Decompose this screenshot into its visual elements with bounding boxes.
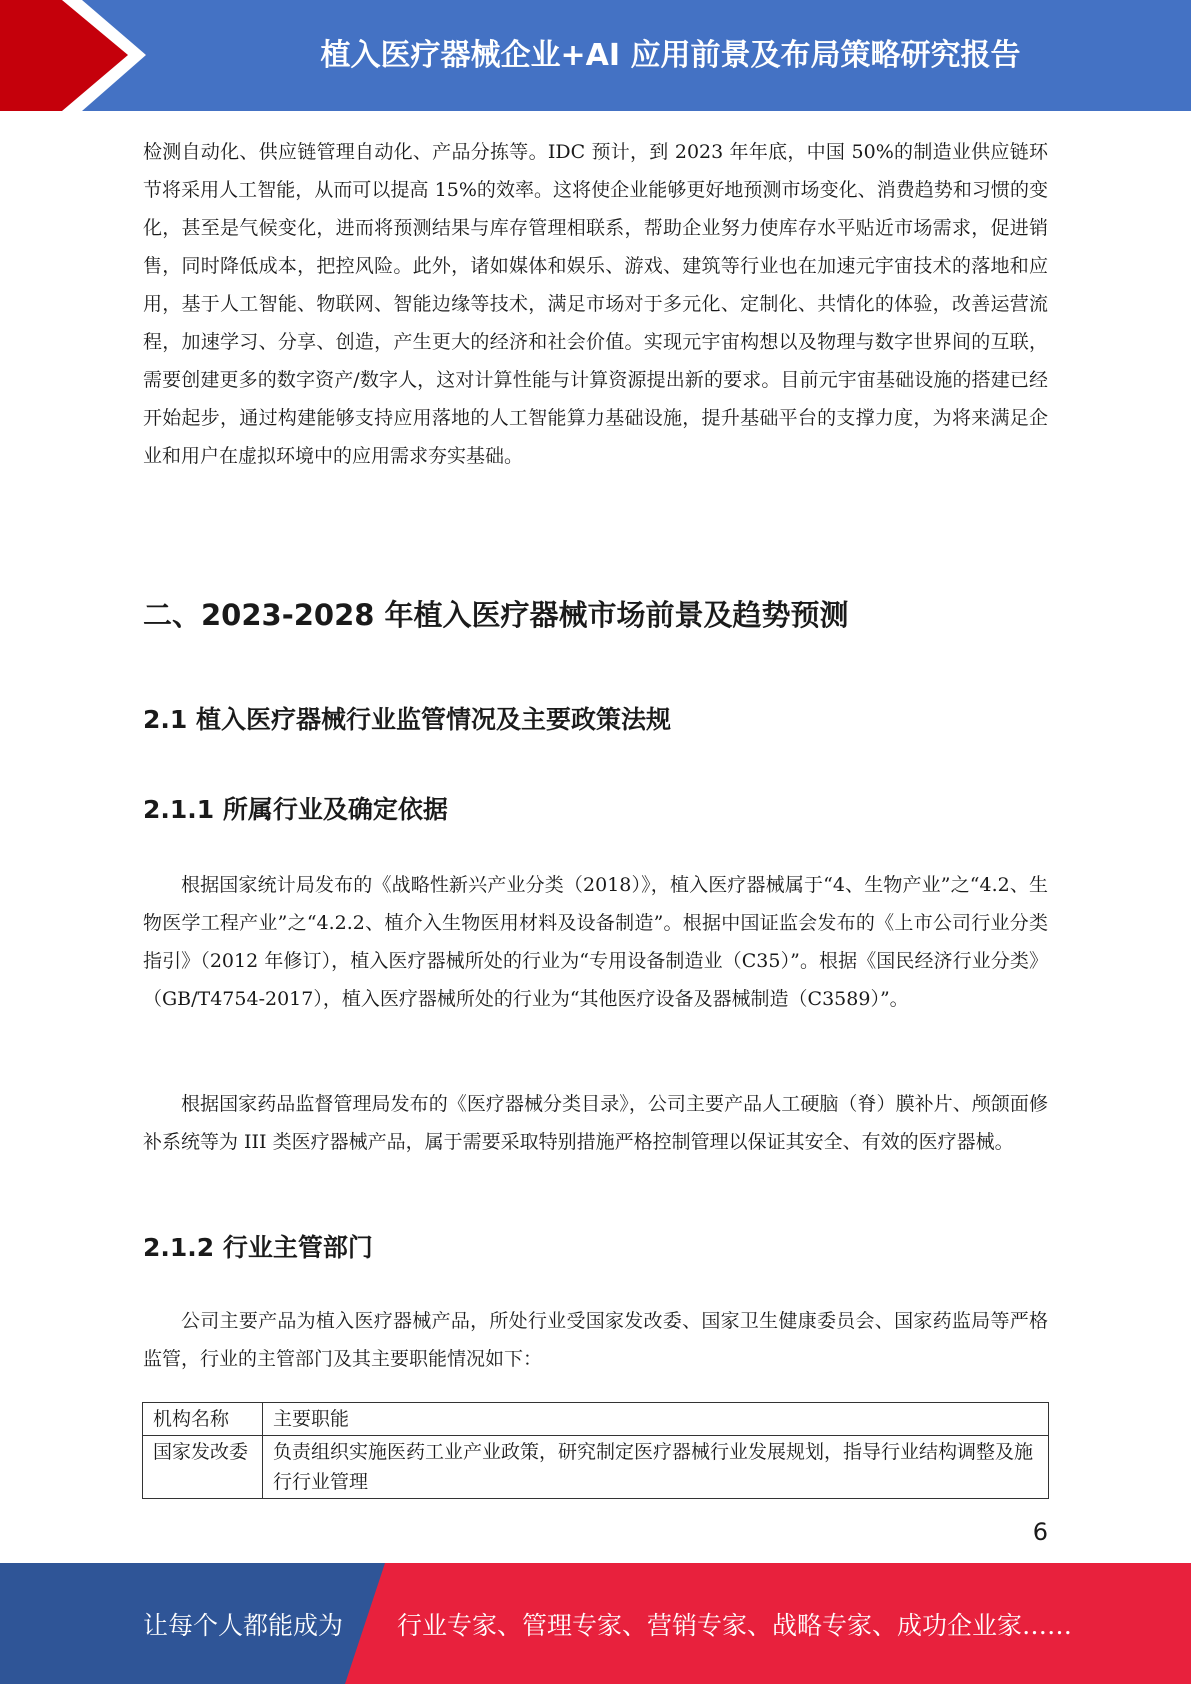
subsection-2-1-1-title: 2.1.1 所属行业及确定依据 <box>143 795 448 824</box>
section-2-1-1-body-2 <box>143 1085 1048 1161</box>
header-bar <box>0 0 1191 111</box>
table-cell-duties: 负责组织实施医药工业产业政策，研究制定医疗器械行业发展规划，指导行业结构调整及施行行业管理 <box>263 1436 1049 1499</box>
footer-slogan-right: 行业专家、管理专家、营销专家、战略专家、成功企业家…… <box>397 1610 1073 1640</box>
paragraph-industry-classification: 根据国家统计局发布的《战略性新兴产业分类（2018）》，植入医疗器械属于“4、生物产业”之“4.2、生物医学工程产业”之“4.2.2、植介入生物医用材料及设备制造”。根据中国证监会发布的《上市公司行业分类指引》（2012 年修订），植入医疗器械所处的行业为“专用设备制造业（C35）”。根据《国民经济行业分类》（GB/T4754-2017），植入医疗器械所处的行业为“其他医疗设备及器械制造（C3589）”。 <box>143 874 1048 1010</box>
footer-slogan-left: 让每个人都能成为 <box>143 1610 344 1640</box>
paragraph-device-category: 根据国家药品监督管理局发布的《医疗器械分类目录》，公司主要产品人工硬脑（脊）膜补片、颅颌面修补系统等为 III 类医疗器械产品，属于需要采取特别措施严格控制管理以保证其安全、有效的医疗器械。 <box>143 1093 1048 1153</box>
section-title: 二、2023-2028 年植入医疗器械市场前景及趋势预测 <box>143 598 849 632</box>
intro-block <box>143 133 1048 475</box>
table-header-row <box>143 1403 1049 1436</box>
subsection-2-1-2-title: 2.1.2 行业主管部门 <box>143 1233 373 1262</box>
page-number: 6 <box>1032 1518 1048 1546</box>
table-cell-agency: 国家发改委 <box>143 1436 263 1499</box>
intro-paragraph: 检测自动化、供应链管理自动化、产品分拣等。IDC 预计，到 2023 年年底，中国 50%的制造业供应链环节将采用人工智能，从而可以提高 15%的效率。这将使企业能够更好地预测市场变化、消费趋势和习惯的变化，甚至是气候变化，进而将预测结果与库存管理相联系，帮助企业努力使库存水平贴近市场需求，促进销售，同时降低成本，把控风险。此外，诸如媒体和娱乐、游戏、建筑等行业也在加速元宇宙技术的落地和应用，基于人工智能、物联网、智能边缘等技术，满足市场对于多元化、定制化、共情化的体验，改善运营流程，加速学习、分享、创造，产生更大的经济和社会价值。实现元宇宙构想以及物理与数字世界间的互联，需要创建更多的数字资产/数字人，这对计算性能与计算资源提出新的要求。目前元宇宙基础设施的搭建已经开始起步，通过构建能够支持应用落地的人工智能算力基础设施，提升基础平台的支撑力度，为将来满足企业和用户在虚拟环境中的应用需求夯实基础。 <box>143 141 1048 467</box>
table-header-cell: 机构名称 <box>143 1403 263 1436</box>
document-title: 植入医疗器械企业+AI 应用前景及布局策略研究报告 <box>320 38 1021 73</box>
table-row <box>143 1436 1049 1499</box>
table-header-cell: 主要职能 <box>263 1403 1049 1436</box>
header-red-arrow <box>0 0 146 111</box>
footer-bar <box>0 1563 1191 1684</box>
subsection-2-1-title: 2.1 植入医疗器械行业监管情况及主要政策法规 <box>143 705 671 734</box>
paragraph-regulators: 公司主要产品为植入医疗器械产品，所处行业受国家发改委、国家卫生健康委员会、国家药监局等严格监管，行业的主管部门及其主要职能情况如下： <box>143 1310 1048 1370</box>
section-2-1-1-body <box>143 866 1048 1018</box>
regulator-table <box>142 1402 1049 1499</box>
section-2-1-2-body <box>143 1302 1048 1378</box>
